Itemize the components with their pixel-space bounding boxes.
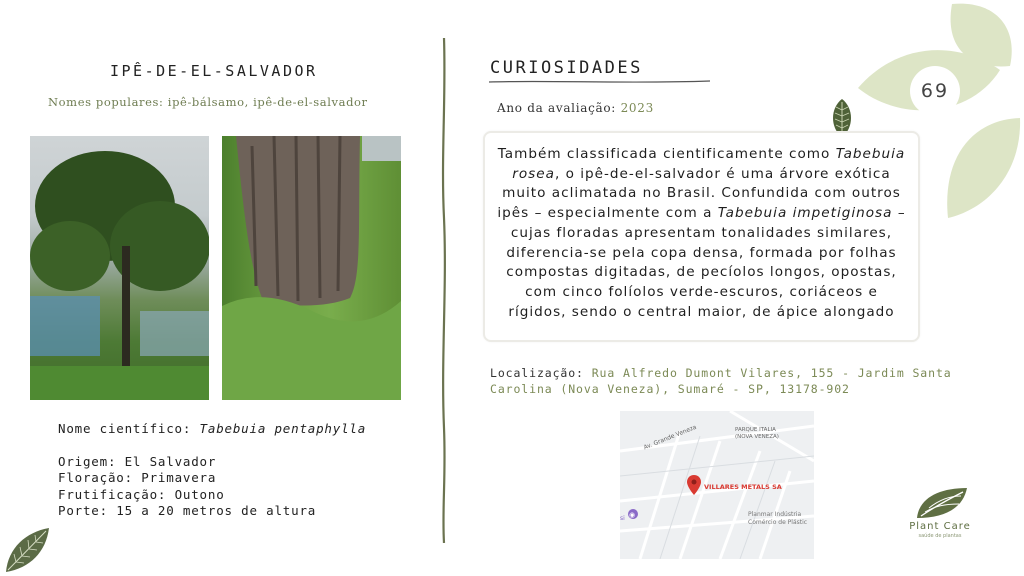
scientific-name-label: Nome científico: xyxy=(58,421,192,436)
logo-name: Plant Care xyxy=(909,521,971,532)
location xyxy=(490,366,980,397)
tree-photo xyxy=(30,136,209,400)
flowering-label: Floração: xyxy=(58,470,133,485)
fruiting-row xyxy=(58,487,366,504)
scientific-name-row xyxy=(58,421,366,438)
scientific-name-value: Tabebuia pentaphylla xyxy=(199,421,367,436)
logo-tagline: saúde de plantas xyxy=(918,533,962,539)
map-street-label: Av. Grande Veneza xyxy=(642,423,698,452)
map-area-line-1: PARQUE ITALIA xyxy=(735,427,776,433)
flowering-value: Primavera xyxy=(141,470,217,485)
location-address: Rua Alfredo Dumont Vilares, 155 - Jardim Santa Carolina (Nova Veneza), Sumaré - SP, 13178-902 xyxy=(490,366,952,396)
fruiting-value: Outono xyxy=(174,486,225,502)
location-label: Localização: xyxy=(490,366,584,380)
evaluation-year xyxy=(497,101,654,115)
species-details xyxy=(58,421,366,520)
flowering-row xyxy=(58,470,366,487)
map-edge-label: si xyxy=(620,515,625,522)
evaluation-year-label: Ano da avaliação: xyxy=(497,101,617,115)
size-value: 15 a 20 metros de altura xyxy=(116,503,317,518)
map-poi-label xyxy=(748,511,807,527)
svg-text:◉: ◉ xyxy=(628,511,636,519)
curiosity-text-part-3: – cujas floradas apresentam tonalidades similares, diferencia-se pela copa densa, formada por folhas compostas digitadas, de pecíolos longos, opostas, com cinco folíolos verde-escuros, coriáceos e rígidos, sendo o central maior, de ápice alongado xyxy=(506,205,906,320)
vertical-divider xyxy=(438,38,450,543)
curiosities-title: CURIOSIDADES xyxy=(490,58,643,78)
popular-names-label: Nomes populares: xyxy=(48,95,164,109)
trunk-photo-illustration xyxy=(222,136,401,400)
origin-row xyxy=(58,454,366,471)
map-area-line-2: (NOVA VENEZA) xyxy=(735,434,779,440)
curiosity-text-part-2: , o ipê-de-el-salvador é uma árvore exótica muito aclimatada no Brasil. Confundida com outros ipês – especialmente com a xyxy=(497,165,901,222)
trunk-photo xyxy=(222,136,401,400)
evaluation-year-value: 2023 xyxy=(620,101,654,115)
popular-names-value: ipê-bálsamo, ipê-de-el-salvador xyxy=(167,95,368,109)
origin-value: El Salvador xyxy=(124,453,217,469)
fruiting-label: Frutificação: xyxy=(58,486,167,502)
location-map[interactable] xyxy=(620,411,814,559)
title-underline xyxy=(489,79,711,85)
popular-names xyxy=(48,95,368,109)
map-poi-line-1: Planmar Indústria xyxy=(748,511,802,518)
size-row xyxy=(58,503,366,520)
curiosities-text-card xyxy=(483,131,920,342)
tree-photo-illustration xyxy=(30,136,209,400)
size-label: Porte: xyxy=(58,503,108,518)
curiosity-text-part-1: Também classificada cientificamente como xyxy=(497,146,831,162)
map-area-label xyxy=(735,427,779,441)
curiosity-italic-2: Tabebuia impetiginosa xyxy=(717,205,893,222)
map-pin-label: VILLARES METALS SA xyxy=(704,483,782,491)
page-number: 69 xyxy=(910,66,960,116)
species-title: IPÊ-DE-EL-SALVADOR xyxy=(110,62,318,80)
map-pin-icon[interactable] xyxy=(687,475,701,495)
plant-care-logo-icon xyxy=(915,486,969,520)
curiosity-italic-1: Tabebuia rosea xyxy=(512,146,906,182)
map-poi-line-2: Comércio de Plástic xyxy=(748,519,808,526)
leaf-decoration-bottom-left xyxy=(2,526,52,574)
origin-label: Origem: xyxy=(58,453,117,469)
